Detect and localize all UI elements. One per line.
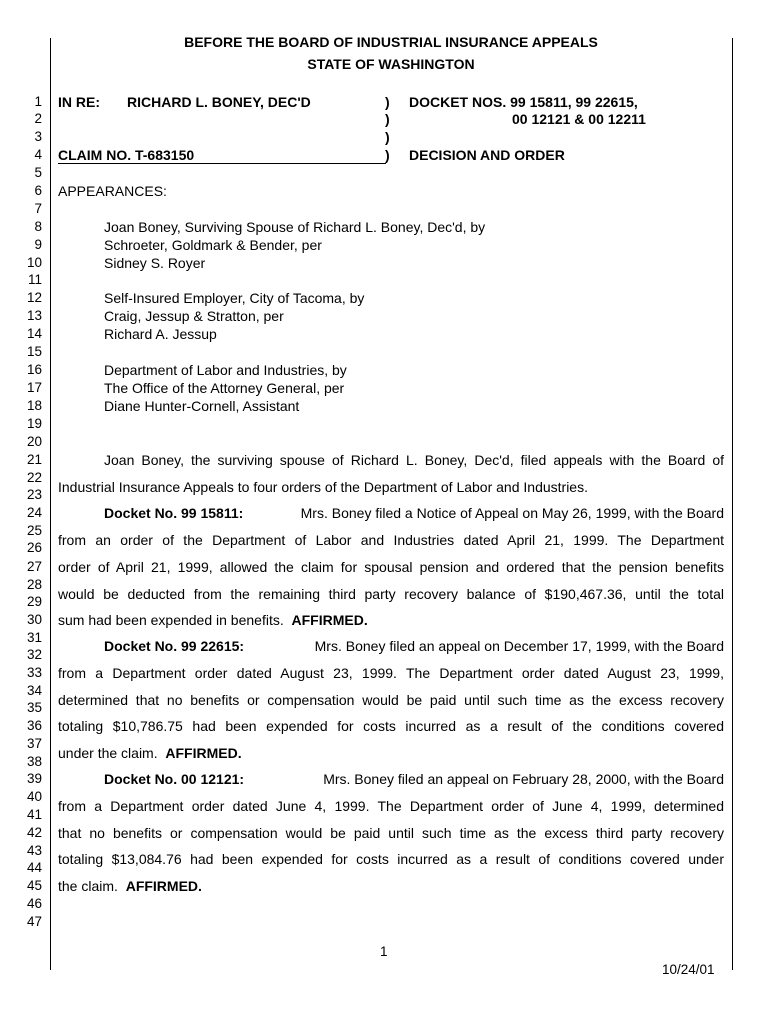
line-number: 19 [26, 416, 42, 431]
line-number: 38 [26, 754, 42, 769]
line-number: 12 [26, 290, 42, 305]
intro-line: Industrial Insurance Appeals to four orders of the Department of Labor and Industries. [58, 479, 588, 495]
line-number: 41 [26, 807, 42, 822]
appearance-line: Self-Insured Employer, City of Tacoma, by [104, 290, 365, 306]
docket-paragraph-heading [104, 638, 724, 654]
line-number: 40 [26, 789, 42, 804]
in-re-label: IN RE: [58, 94, 100, 110]
docket-numbers-line2: 00 12121 & 00 12211 [512, 111, 646, 127]
line-number: 16 [26, 362, 42, 377]
docket-numbers-line1: DOCKET NOS. 99 15811, 99 22615, [409, 94, 638, 110]
docket-line: would be deducted from the remaining third party recovery balance of $190,467.36, until the total [58, 586, 724, 602]
line-number: 24 [26, 505, 42, 520]
appearance-line: Craig, Jessup & Stratton, per [104, 308, 284, 324]
line-number: 36 [26, 718, 42, 733]
line-number: 5 [34, 165, 42, 180]
line-number: 8 [34, 219, 42, 234]
line-number: 25 [26, 523, 42, 538]
right-margin-rule [732, 38, 733, 970]
appearance-line: Department of Labor and Industries, by [104, 362, 347, 378]
line-number: 18 [26, 398, 42, 413]
line-number: 1 [34, 94, 42, 109]
line-number: 27 [26, 559, 42, 574]
line-number: 17 [26, 380, 42, 395]
caption-paren: ) [385, 111, 390, 127]
docket-text: sum had been expended in benefits. [58, 612, 284, 628]
board-title: BEFORE THE BOARD OF INDUSTRIAL INSURANCE APPEALS [184, 34, 598, 50]
docket-line [58, 612, 368, 628]
appearance-line: Schroeter, Goldmark & Bender, per [104, 237, 322, 253]
docket-line: from a Department order dated June 4, 1999. The Department order of June 4, 1999, determined [58, 798, 724, 814]
line-number: 31 [26, 630, 42, 645]
line-number: 44 [26, 860, 42, 875]
line-number: 13 [26, 308, 42, 323]
in-re-name: RICHARD L. BONEY, DEC'D [127, 94, 311, 110]
line-number: 23 [26, 487, 42, 502]
caption-paren: ) [385, 147, 390, 163]
docket-line: from an order of the Department of Labor and Industries dated April 21, 1999. The Department [58, 532, 724, 548]
docket-head: Docket No. 00 12121: [104, 771, 245, 787]
line-number: 2 [34, 111, 42, 126]
docket-line: from a Department order dated August 23, 1999. The Department order dated August 23, 1999, [58, 665, 724, 681]
line-number: 14 [26, 326, 42, 341]
docket-paragraph-heading [104, 505, 724, 521]
docket-line [58, 745, 242, 761]
docket-text: under the claim. [58, 745, 158, 761]
appearance-line: Joan Boney, Surviving Spouse of Richard L. Boney, Dec'd, by [104, 219, 486, 235]
line-number: 21 [26, 452, 42, 467]
line-number: 6 [34, 183, 42, 198]
appearances-heading: APPEARANCES: [58, 183, 167, 199]
line-number: 34 [26, 683, 42, 698]
line-number: 32 [26, 647, 42, 662]
appearance-line: Sidney S. Royer [104, 255, 206, 271]
state-title: STATE OF WASHINGTON [307, 56, 475, 72]
line-number: 33 [26, 665, 42, 680]
line-number: 43 [26, 843, 42, 858]
line-number: 28 [26, 577, 42, 592]
line-number: 26 [26, 540, 42, 555]
claim-number: CLAIM NO. T-683150 [58, 147, 195, 163]
line-number: 3 [34, 129, 42, 144]
appearance-line: Diane Hunter-Cornell, Assistant [104, 398, 300, 414]
docket-text: the claim. [58, 878, 118, 894]
docket-line [58, 878, 202, 894]
line-number: 9 [34, 237, 42, 252]
decision-and-order-title: DECISION AND ORDER [409, 147, 565, 163]
claim-underline [58, 163, 386, 164]
caption-paren: ) [385, 129, 390, 145]
line-number: 4 [34, 147, 42, 162]
line-number: 47 [26, 914, 42, 929]
docket-line: totaling $10,786.75 had been expended for costs incurred as a result of the conditions covered [58, 718, 724, 734]
docket-line: totaling $13,084.76 had been expended for costs incurred as a result of conditions covered under [58, 851, 724, 867]
affirmed-label: AFFIRMED. [165, 745, 242, 761]
line-number: 30 [26, 612, 42, 627]
line-number: 29 [26, 594, 42, 609]
line-number: 10 [26, 255, 42, 270]
line-number: 37 [26, 736, 42, 751]
affirmed-label: AFFIRMED. [291, 612, 368, 628]
line-number: 11 [27, 272, 42, 287]
appearance-line: The Office of the Attorney General, per [104, 380, 345, 396]
line-number: 22 [26, 470, 42, 485]
affirmed-label: AFFIRMED. [125, 878, 202, 894]
line-number: 35 [26, 700, 42, 715]
docket-head: Docket No. 99 22615: [104, 638, 245, 654]
docket-line: order of April 21, 1999, allowed the claim for spousal pension and ordered that the pension benefits [58, 559, 724, 575]
line-number: 20 [26, 434, 42, 449]
docket-text: Mrs. Boney filed a Notice of Appeal on May 26, 1999, with the Board [300, 505, 724, 521]
caption-paren: ) [385, 94, 390, 110]
line-number: 7 [34, 201, 42, 216]
docket-text: Mrs. Boney filed an appeal on December 17, 1999, with the Board [314, 638, 724, 654]
appearance-line: Richard A. Jessup [104, 326, 217, 342]
footer-date: 10/24/01 [662, 962, 715, 977]
docket-paragraph-heading [104, 771, 724, 787]
docket-line: that no benefits or compensation would be paid until such time as the excess third party recovery [58, 825, 724, 841]
line-number: 45 [26, 878, 42, 893]
line-number: 15 [26, 344, 42, 359]
line-number: 42 [26, 825, 42, 840]
page-number: 1 [380, 944, 388, 959]
docket-text: Mrs. Boney filed an appeal on February 28, 2000, with the Board [323, 771, 724, 787]
line-number: 46 [26, 896, 42, 911]
intro-line: Joan Boney, the surviving spouse of Richard L. Boney, Dec'd, filed appeals with the Board of [104, 452, 724, 468]
docket-head: Docket No. 99 15811: [104, 505, 244, 521]
line-number: 39 [26, 771, 42, 786]
docket-line: determined that no benefits or compensation would be paid until such time as the excess recovery [58, 692, 724, 708]
left-margin-rule [50, 38, 51, 970]
